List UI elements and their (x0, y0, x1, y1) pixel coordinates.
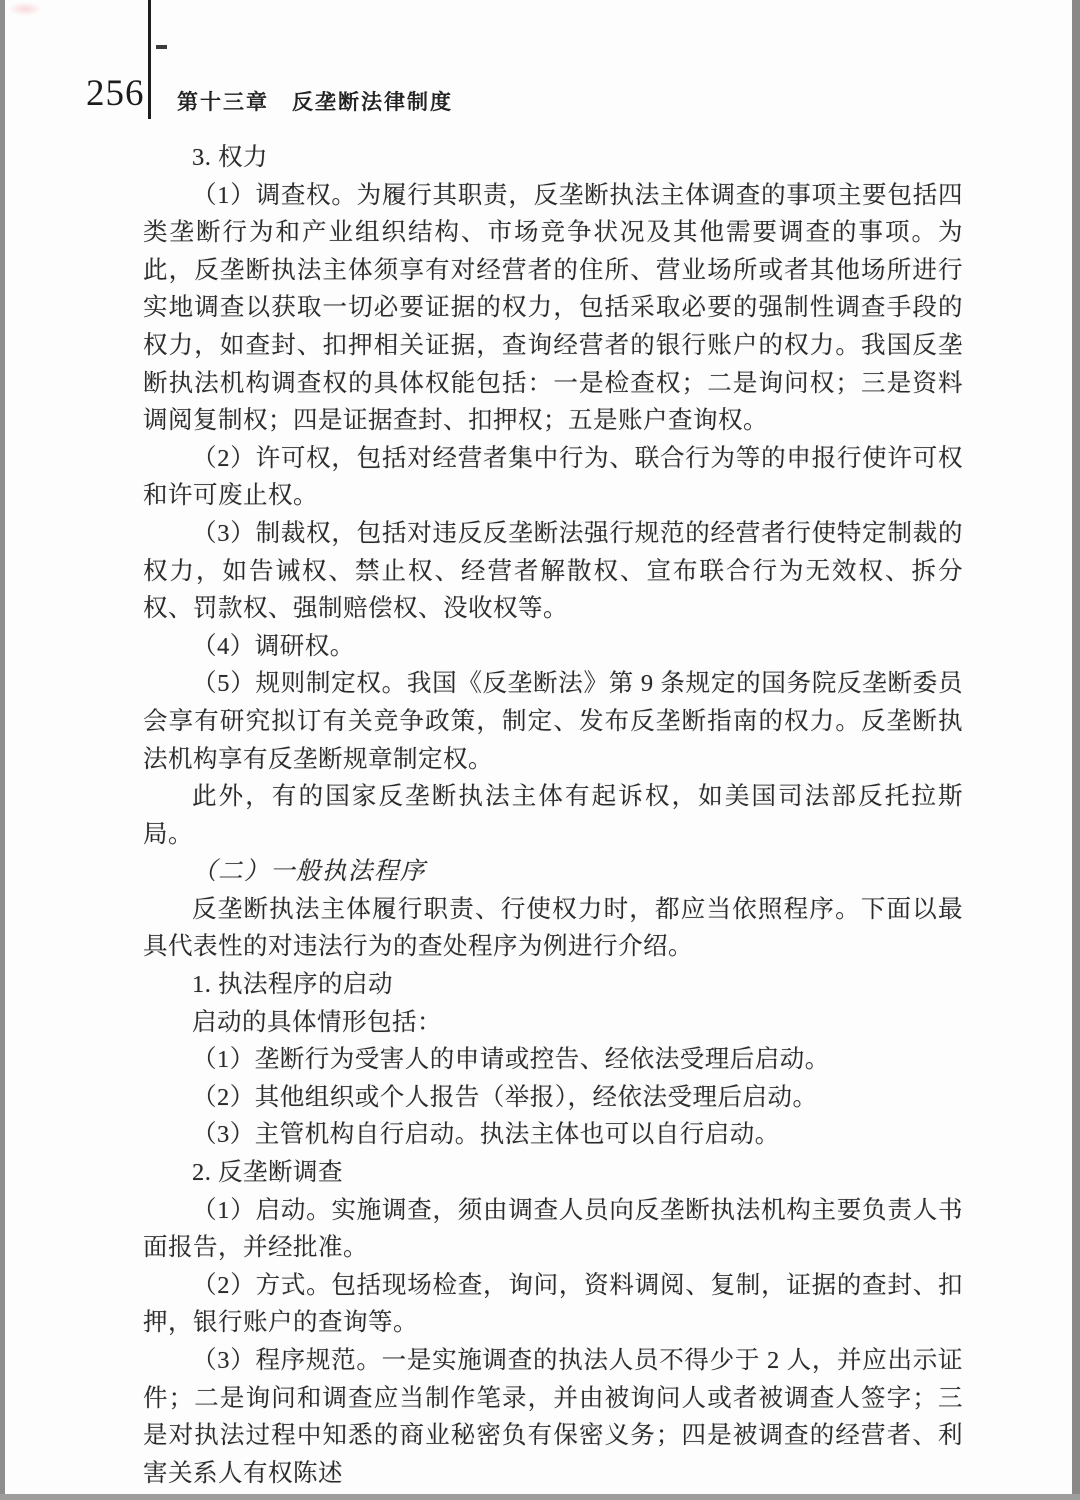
paragraph: （3）制裁权，包括对违反反垄断法强行规范的经营者行使特定制裁的权力，如告诫权、禁止权、经营者解散权、宣布联合行为无效权、拆分权、罚款权、强制赔偿权、没收权等。 (143, 519, 963, 623)
scan-edge-left (0, 0, 5, 1500)
numbered-heading: 2. 反垄断调查 (192, 1159, 343, 1187)
paragraph: （1）启动。实施调查，须由调查人员向反垄断执法机构主要负责人书面报告，并经批准。 (143, 1196, 963, 1262)
paragraph: （5）规则制定权。我国《反垄断法》第 9 条规定的国务院反垄断委员会享有研究拟订有关竞争政策，制定、发布反垄断指南的权力。反垄断执法机构享有反垄断规章制定权。 (143, 670, 963, 773)
paragraph: （1）调查权。为履行其职责，反垄断执法主体调查的事项主要包括四类垄断行为和产业组织结构、市场竞争状况及其他需要调查的事项。为此，反垄断执法主体须享有对经营者的住所、营业场所或者其他场所进行实地调查以获取一切必要证据的权力，包括采取必要的强制性调查手段的权力，如查封、扣押相关证据，查询经营者的银行账户的权力。我国反垄断执法机构调查权的具体权能包括：一是检查权；二是询问权；三是资料调阅复制权；四是证据查封、扣押权；五是账户查询权。 (143, 181, 963, 435)
subsection-heading: （二）一般执法程序 (192, 858, 426, 886)
paragraph: 启动的具体情形包括： (192, 1008, 442, 1036)
numbered-heading: 1. 执法程序的启动 (192, 971, 393, 999)
paragraph: 反垄断执法主体履行职责、行使权力时，都应当依照程序。下面以最具代表性的对违法行为的查处程序为例进行介绍。 (143, 895, 963, 961)
paragraph: （2）许可权，包括对经营者集中行为、联合行为等的申报行使许可权和许可废止权。 (143, 444, 963, 510)
scan-smudge (8, 2, 42, 16)
scan-dash-mark (156, 45, 167, 49)
scan-edge-right (1072, 0, 1080, 1500)
list-item: （2）其他组织或个人报告（举报），经依法受理后启动。 (192, 1083, 818, 1111)
section-heading: 3. 权力 (192, 144, 268, 171)
paragraph: （4）调研权。 (192, 632, 355, 660)
scan-edge-bottom (0, 1494, 1080, 1500)
list-item: （1）垄断行为受害人的申请或控告、经依法受理后启动。 (192, 1046, 830, 1074)
header-divider-line (148, 0, 151, 119)
body-text (143, 139, 963, 1492)
chapter-header: 第十三章 反垄断法律制度 (177, 91, 453, 114)
paragraph: 此外，有的国家反垄断执法主体有起诉权，如美国司法部反托拉斯局。 (143, 783, 963, 848)
page-number: 256 (86, 73, 145, 114)
paragraph: （3）程序规范。一是实施调查的执法人员不得少于 2 人，并应出示证件；二是询问和调查应当制作笔录，并由被询问人或者被调查人签字；三是对执法过程中知悉的商业秘密负有保密义务；四是被调查的经营者、利害关系人有权陈述 (143, 1347, 963, 1487)
list-item: （3）主管机构自行启动。执法主体也可以自行启动。 (192, 1121, 780, 1149)
paragraph: （2）方式。包括现场检查，询问，资料调阅、复制，证据的查封、扣押，银行账户的查询等。 (143, 1271, 963, 1337)
